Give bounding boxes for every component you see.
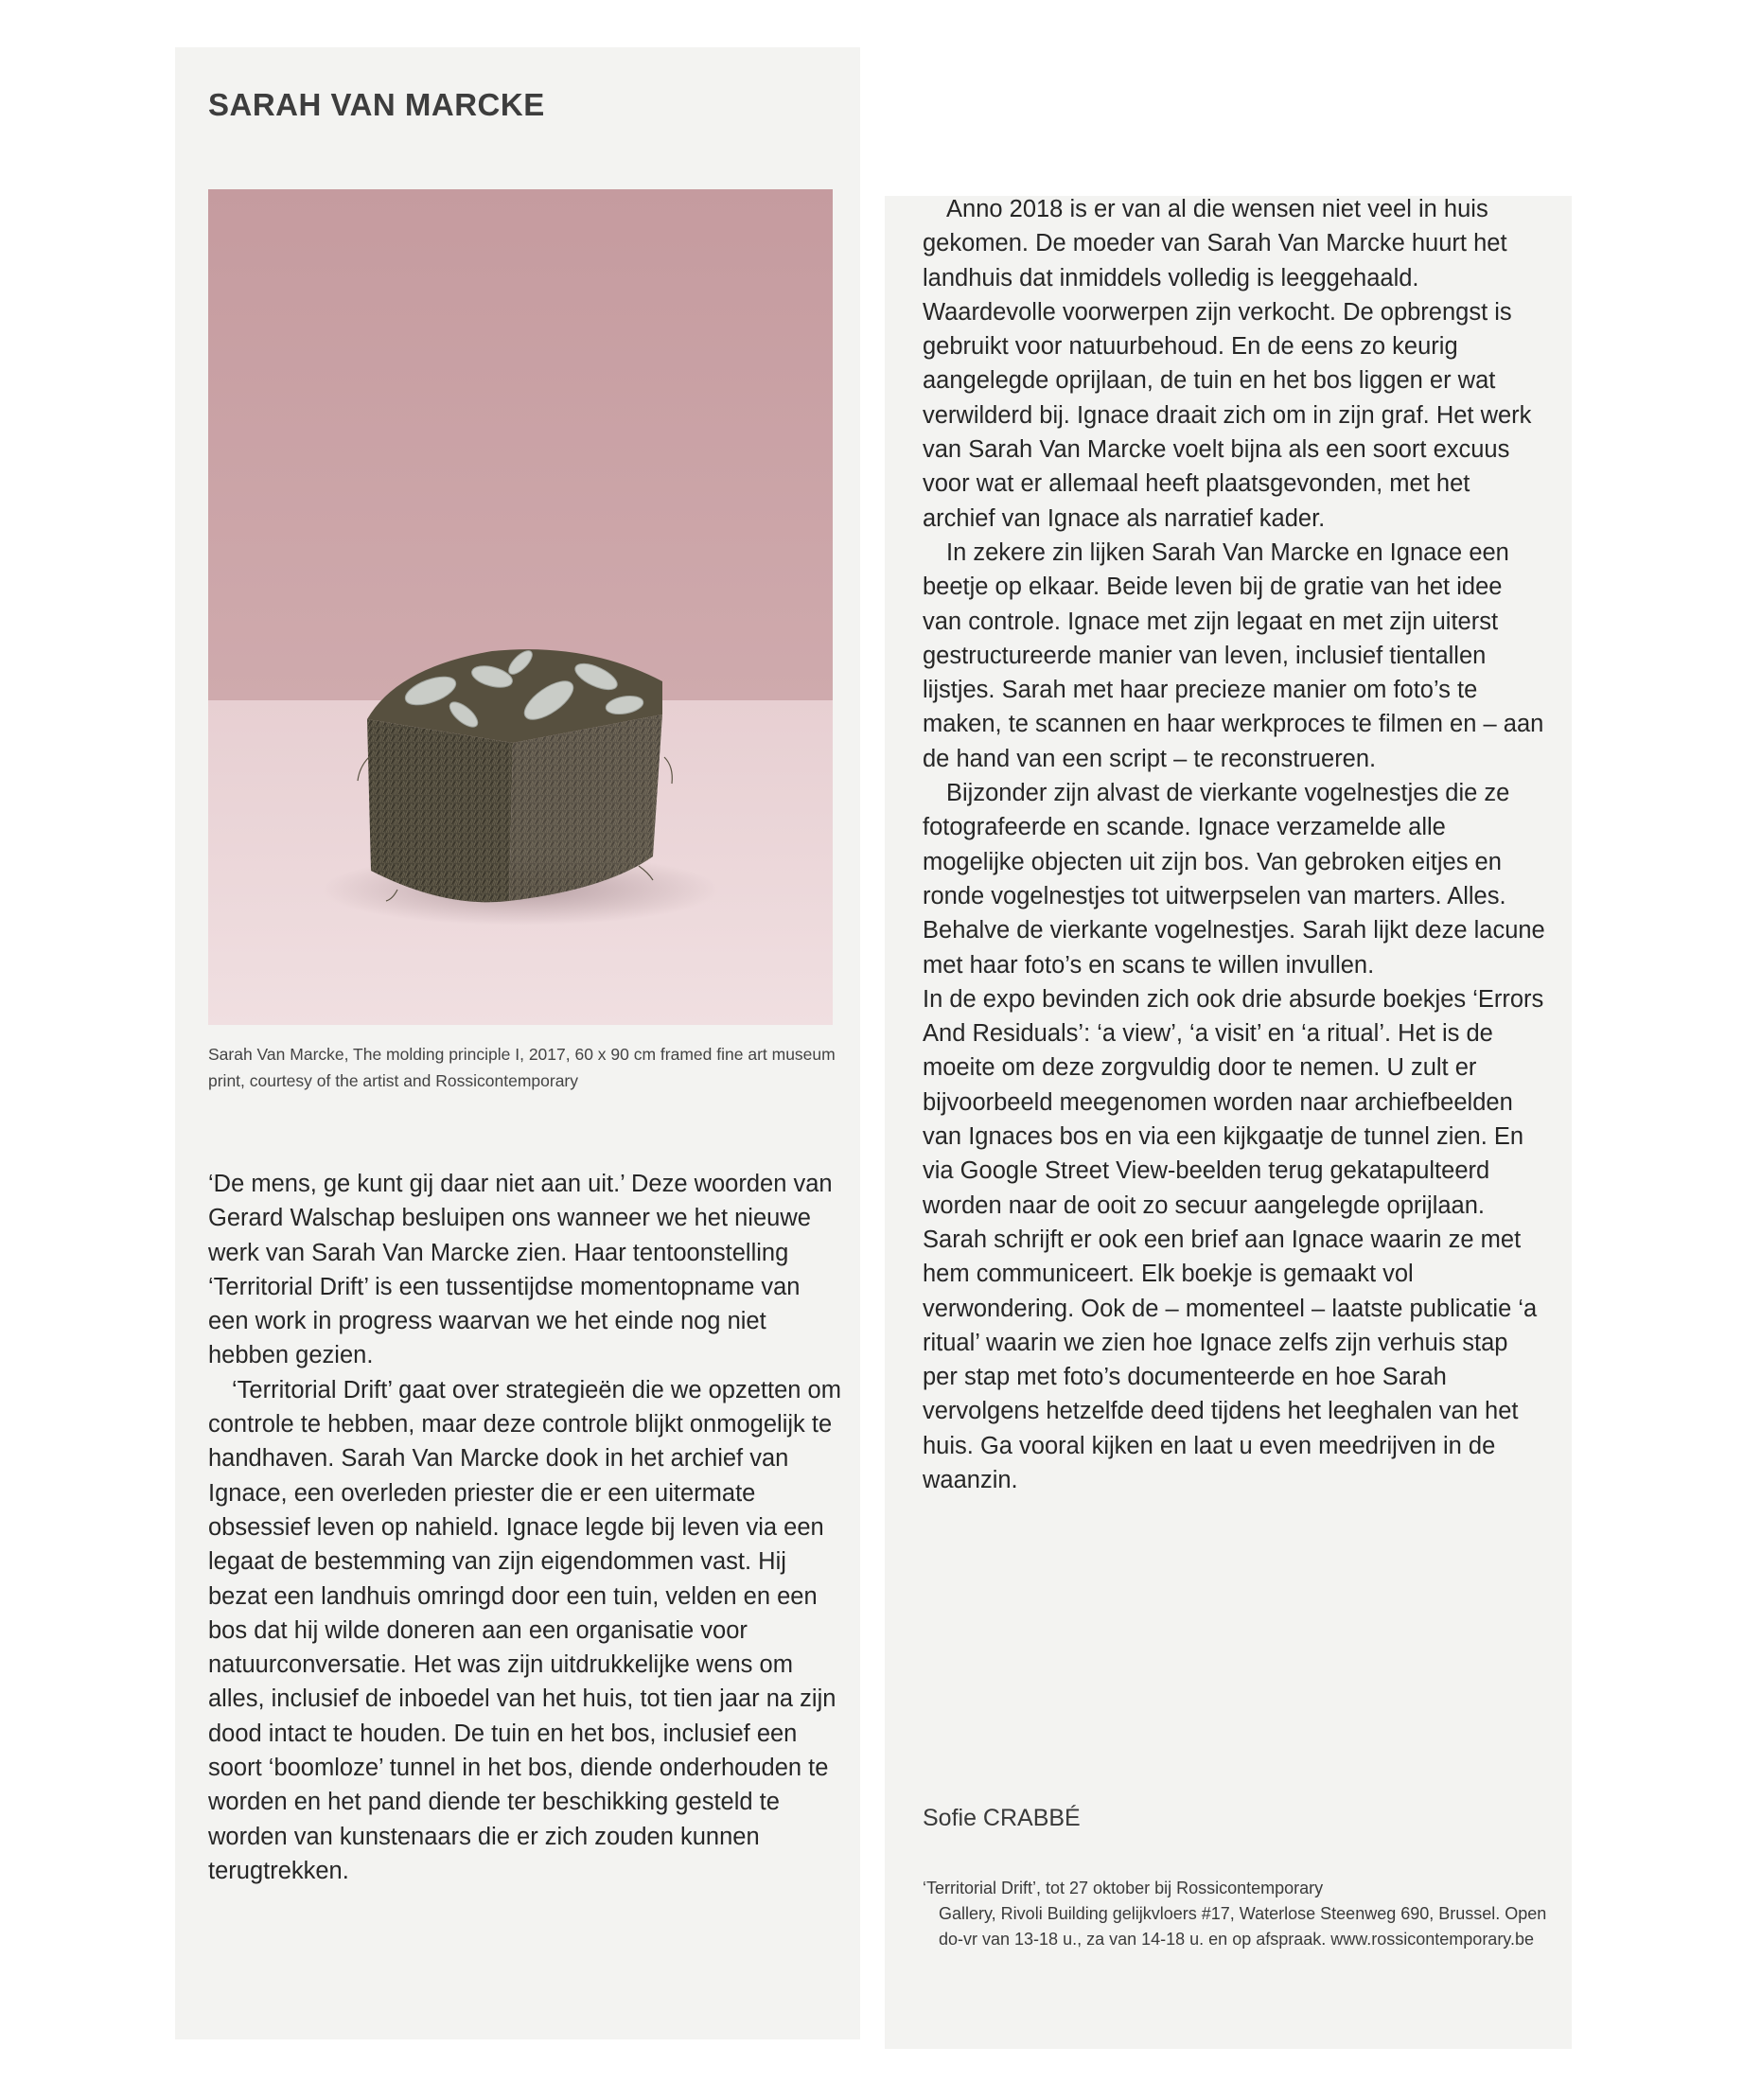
right-column <box>885 196 1572 2049</box>
left-body-text <box>208 1167 842 1888</box>
left-column <box>175 47 860 2039</box>
left-paragraph-1: ‘De mens, ge kunt gij daar niet aan uit.’ Deze woorden van Gerard Walschap besluipen ons wanneer we het nieuwe werk van Sarah Van Marcke zien. Haar tentoonstelling ‘Territorial Drift’ is een tussentijdse momentopname van een work in progress waarvan we het einde nog niet hebben gezien. <box>208 1171 833 1369</box>
right-body-text <box>923 196 1547 1497</box>
right-paragraph-4: In de expo bevinden zich ook drie absurde boekjes ‘Errors And Residuals’: ‘a view’, ‘a visit’ en ‘a ritual’. Het is de moeite om deze zorgvuldig door te nemen. U zult er bijvoorbeeld meegenomen worden naar archiefbeelden van Ignaces bos en via een kijkgaatje de tunnel zien. En via Google Street View-beelden terug gekatapulteerd worden naar de ooit zo secuur aangelegde oprijlaan. Sarah schrijft er ook een brief aan Ignace waarin ze met hem communiceert. Elk boekje is gemaakt vol verwondering. Ook de – momenteel – laatste publicatie ‘a ritual’ waarin we zien hoe Ignace zelfs zijn verhuis stap per stap met foto’s documenteerde en hoe Sarah vervolgens hetzelfde deed tijdens het leeghalen van het huis. Ga vooral kijken en laat u even meedrijven in de waanzin. <box>923 985 1544 1493</box>
right-paragraph-2: In zekere zin lijken Sarah Van Marcke en Ignace een beetje op elkaar. Beide leven bij de gratie van het idee van controle. Ignace met zijn legaat en met zijn uiterst gestructureerde manier van leven, inclusief tientallen lijstjes. Sarah met haar precieze manier om foto’s te maken, te scannen en haar werkproces te filmen en – aan de hand van een script – te reconstrueren. <box>923 538 1544 772</box>
nest-left-side <box>367 719 513 902</box>
author-byline: Sofie CRABBÉ <box>923 1805 1081 1831</box>
left-paragraph-2: ‘Territorial Drift’ gaat over strategieën die we opzetten om controle te hebben, maar deze controle blijkt onmogelijk te handhaven. Sarah Van Marcke dook in het archief van Ignace, een overleden priester die er een uitermate obsessief leven op nahield. Ignace legde bij leven via een legaat de bestemming van zijn eigendommen vast. Hij bezat een landhuis omringd door een tuin, velden en een bos dat hij wilde doneren aan een organisatie voor natuurconversatie. Het was zijn uitdrukkelijke wens om alles, inclusief de inboedel van het huis, tot tien jaar na zijn dood intact te houden. De tuin en het bos, inclusief een soort ‘boomloze’ tunnel in het bos, diende onderhouden te worden en het pand diende ter beschikking gesteld te worden van kunstenaars die er zich zouden kunnen terugtrekken. <box>208 1376 841 1884</box>
right-paragraph-1: Anno 2018 is er van al die wensen niet veel in huis gekomen. De moeder van Sarah Van Marcke huurt het landhuis dat inmiddels volledig is leeggehaald. Waardevolle voorwerpen zijn verkocht. De opbrengst is gebruikt voor natuurbehoud. En de eens zo keurig aangelegde oprijlaan, de tuin en het bos liggen er wat verwilderd bij. Ignace draait zich om in zijn graf. Het werk van Sarah Van Marcke voelt bijna als een soort excuus voor wat er allemaal heeft plaatsgevonden, met het archief van Ignace als narratief kader. <box>923 196 1532 532</box>
artwork-photo <box>208 189 833 1025</box>
right-paragraph-3: Bijzonder zijn alvast de vierkante vogelnestjes die ze fotografeerde en scande. Ignace verzamelde alle mogelijke objecten uit zijn bos. Van gebroken eitjes en ronde vogelnestjes tot uitwerpselen van marters. Alles. Behalve de vierkante vogelnestjes. Sarah lijkt deze lacune met haar foto’s en scans te willen invullen. <box>923 780 1545 979</box>
exhibition-info-lead: ‘Territorial Drift’, tot 27 oktober bij Rossicontemporary <box>923 1879 1324 1897</box>
exhibition-info <box>923 1876 1547 1952</box>
article-headline: SARAH VAN MARCKE <box>208 87 545 122</box>
photo-caption: Sarah Van Marcke, The molding principle I, 2017, 60 x 90 cm framed fine art museum print, courtesy of the artist and Rossicontemporary <box>208 1045 836 1090</box>
feather-nest-illustration <box>208 189 833 1025</box>
exhibition-info-details: Gallery, Rivoli Building gelijkvloers #17, Waterlose Steenweg 690, Brussel. Open do-vr van 13-18 u., za van 14-18 u. en op afspraak. www.rossicontemporary.be <box>939 1904 1547 1949</box>
photo-wall <box>208 189 833 700</box>
